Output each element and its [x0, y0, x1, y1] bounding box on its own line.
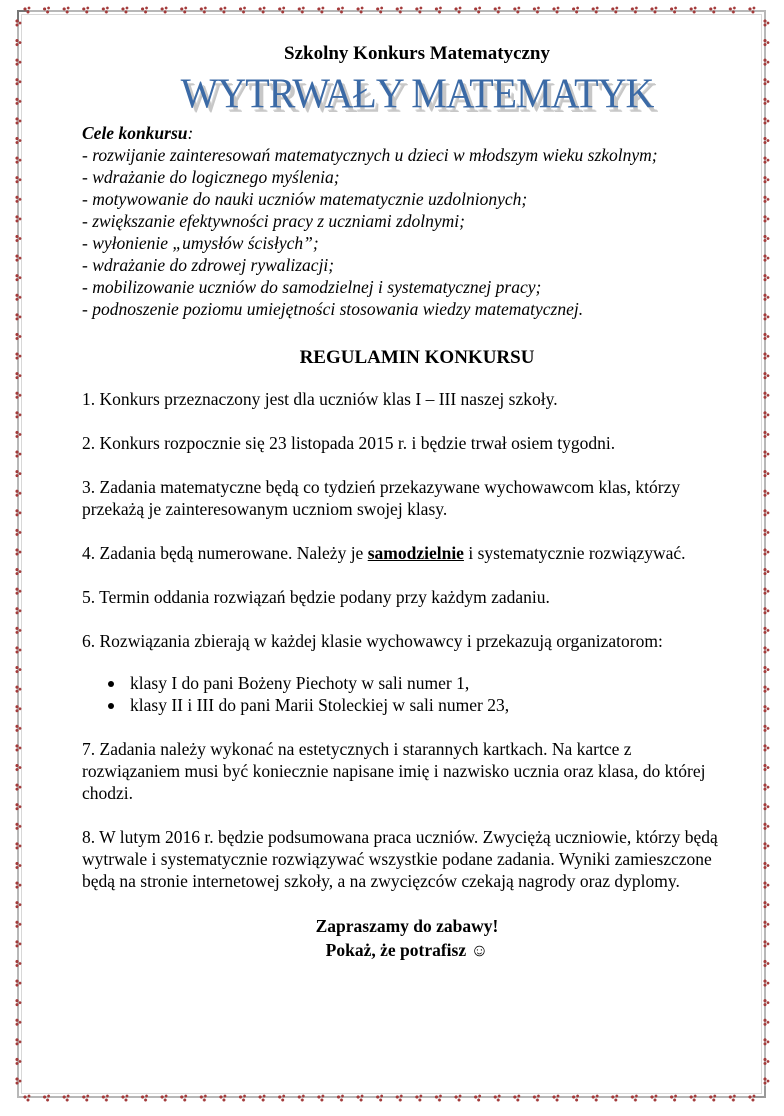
- goal-item: - wdrażanie do zdrowej rywalizacji;: [82, 255, 335, 275]
- rule-4-before: 4. Zadania będą numerowane. Należy je: [82, 543, 368, 563]
- goal-item: - wdrażanie do logicznego myślenia;: [82, 167, 340, 187]
- recipient-item: klasy II i III do pani Marii Stoleckiej w sali numer 23,: [108, 694, 722, 716]
- rule-2: 2. Konkurs rozpocznie się 23 listopada 2015 r. i będzie trwał osiem tygodni.: [82, 433, 616, 453]
- contest-title-wordart: WYTRWAŁY MATEMATYK: [180, 69, 654, 118]
- goal-item: - wyłonienie „umysłów ścisłych”;: [82, 233, 319, 253]
- rule-5: 5. Termin oddania rozwiązań będzie podany przy każdym zadaniu.: [82, 587, 550, 607]
- document-body: [82, 40, 722, 962]
- goals-heading-colon: :: [187, 123, 194, 143]
- rule-7: 7. Zadania należy wykonać na estetycznych i starannych kartkach. Na kartce z rozwiązaniem musi być koniecznie napisane imię i nazwisko ucznia oraz klasa, do której chodzi.: [82, 739, 706, 803]
- rules-heading: REGULAMIN KONKURSU: [299, 347, 535, 368]
- closing-message: [82, 914, 722, 962]
- closing-line-1: Zapraszamy do zabawy!: [315, 916, 499, 936]
- recipients-list: [82, 672, 722, 716]
- goal-item: - motywowanie do nauki uczniów matematycznie uzdolnionych;: [82, 189, 528, 209]
- rule-4: [82, 542, 722, 564]
- goal-item: - rozwijanie zainteresowań matematycznych u dzieci w młodszym wieku szkolnym;: [82, 145, 658, 165]
- rule-3: 3. Zadania matematyczne będą co tydzień przekazywane wychowawcom klas, którzy przekażą je zainteresowanym uczniom swojej klasy.: [82, 477, 681, 519]
- goal-item: - mobilizowanie uczniów do samodzielnej i systematycznej pracy;: [82, 277, 542, 297]
- goal-item: - podnoszenie poziomu umiejętności stosowania wiedzy matematycznej.: [82, 299, 584, 319]
- recipient-item: klasy I do pani Bożeny Piechoty w sali numer 1,: [108, 672, 722, 694]
- rule-4-after: i systematycznie rozwiązywać.: [463, 543, 686, 563]
- rule-8: 8. W lutym 2016 r. będzie podsumowana praca uczniów. Zwyciężą uczniowie, którzy będą wytrwale i systematycznie rozwiązywać wszystkie podane zadania. Wyniki zamieszczone będą na stronie internetowej szkoły, a na zwycięzców czekają nagrody oraz dyplomy.: [82, 827, 718, 891]
- goals-heading-line: [82, 122, 722, 144]
- rule-4-emphasis: samodzielnie: [367, 543, 464, 563]
- contest-goals-section: [82, 122, 722, 320]
- closing-line-2: Pokaż, że potrafisz ☺: [325, 940, 489, 960]
- contest-subtitle: Szkolny Konkurs Matematyczny: [284, 43, 550, 64]
- goal-item: - zwiększanie efektywności pracy z uczniami zdolnymi;: [82, 211, 465, 231]
- goals-heading: Cele konkursu: [82, 123, 188, 143]
- rule-1: 1. Konkurs przeznaczony jest dla uczniów klas I – III naszej szkoły.: [82, 389, 558, 409]
- rule-6: 6. Rozwiązania zbierają w każdej klasie wychowawcy i przekazują organizatorom:: [82, 631, 663, 651]
